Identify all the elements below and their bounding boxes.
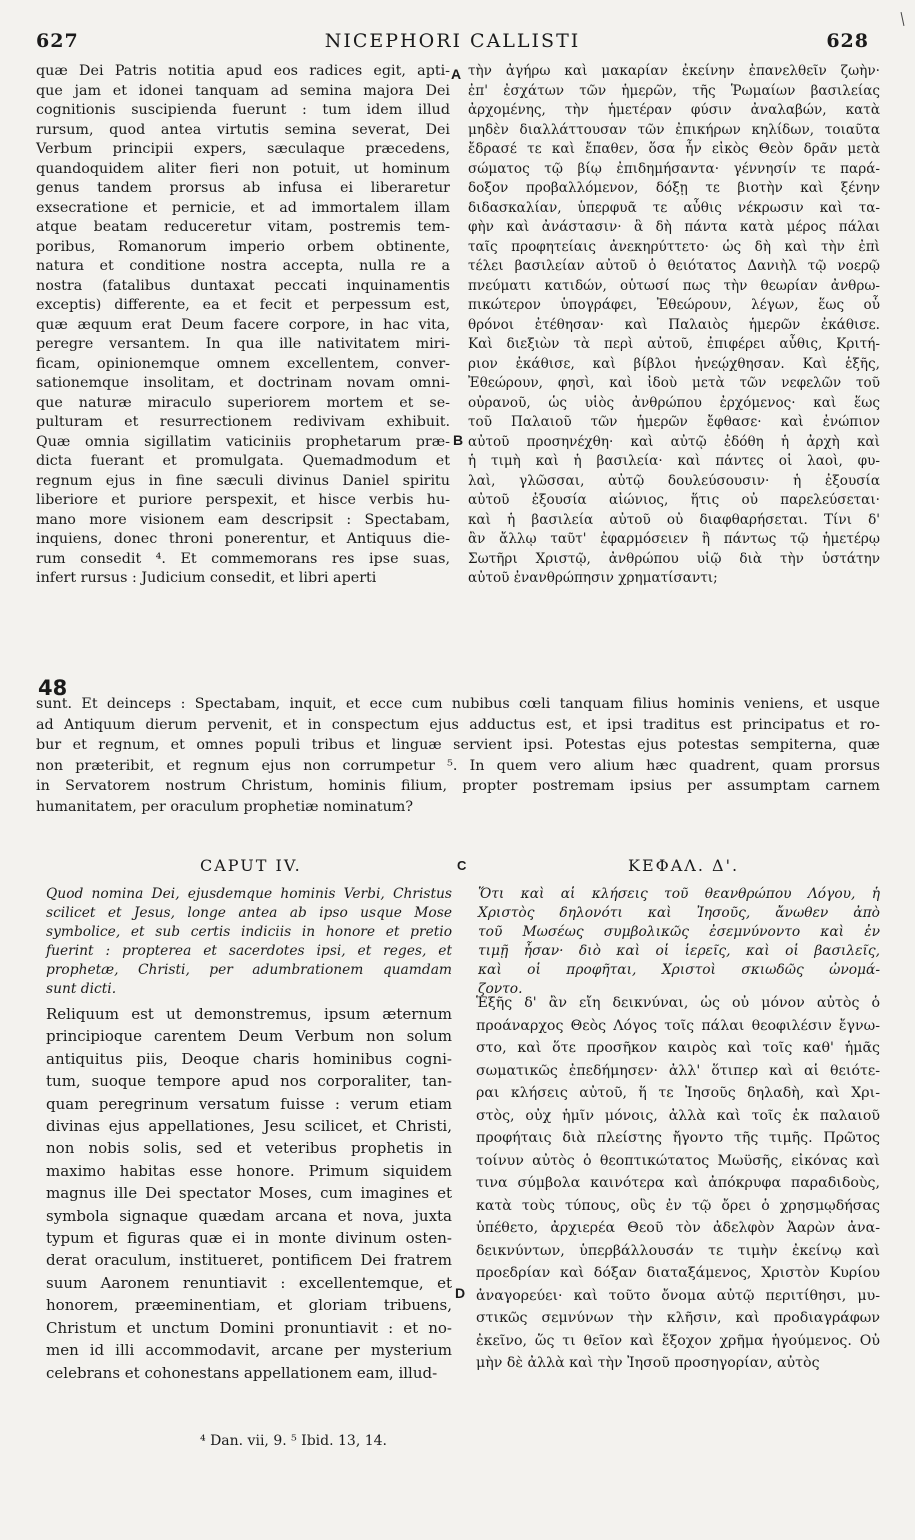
text-line: sationemque insolitam, et doctrinam novam omni-: [36, 375, 450, 391]
text-line: principioque carentem Deum Verbum non solum: [46, 1027, 452, 1046]
text-line: symbolice, et sub certis indiciis in honore et pretio: [46, 924, 452, 940]
margin-letter-b: B: [453, 432, 464, 448]
text-line: infert rursus : Judicium consedit, et libri aperti: [36, 570, 377, 586]
text-line: λαὶ, γλῶσσαι, αὐτῷ δουλεύσουσιν· ἡ ἐξουσία: [468, 472, 880, 489]
text-line: fuerint : propterea et sacerdotes ipsi, et reges, et: [46, 943, 452, 959]
text-line: cognitionis suscipienda fuerunt : tum idem illud: [36, 102, 450, 118]
running-header: [36, 30, 869, 54]
text-line: sunt dicti.: [46, 981, 117, 997]
caput-heading: CAPUT IV.: [200, 856, 302, 875]
text-line: nostra (fatalibus duntaxat peccati inquinamentis: [36, 277, 450, 294]
text-line: men id illi accommodavit, arcane per mysterium: [46, 1341, 452, 1360]
text-line: στο, καὶ ὅτε προσῆκον καιρὸς καὶ τοῖς καθ' ἡμᾶς: [476, 1040, 880, 1056]
column-number-48: 48: [38, 676, 68, 700]
latin-chapter-summary: [46, 885, 452, 997]
text-line: quandoquidem aliter fieri non potuit, ut hominum: [36, 160, 450, 177]
text-line: πνεύματι κατιδών, οὑτωσί πως τὴν θεωρίαν ἀνθρω-: [468, 277, 880, 294]
text-line: ὑπέθετο, ἀρχιερέα Θεοῦ τὸν ἀδελφὸν Ἀαρὼν ἀνα-: [476, 1220, 880, 1236]
margin-letter-a: A: [451, 66, 462, 82]
running-title: NICEPHORI CALLISTI: [324, 30, 581, 52]
text-line: ἐπ' ἐσχάτων τῶν ἡμερῶν, τῆς Ῥωμαίων βασιλείας: [468, 82, 880, 99]
text-line: que naturæ miraculo superiorem mortem et se-: [36, 394, 450, 411]
text-line: honorem, præeminentiam, et gloriam tribuens,: [46, 1296, 452, 1315]
text-line: τοῦ Παλαιοῦ τῶν ἡμερῶν ἔφθασε· καὶ ἐνώπιον: [468, 414, 880, 430]
text-line: prophetæ, Christi, per adumbrationem quamdam: [46, 962, 452, 978]
text-line: σώματος τῷ βίῳ ἐπιδημήσαντα· γέννησίν τε παρά-: [468, 160, 880, 177]
text-line: ἀναγορεύει· καὶ τοῦτο ὄνομα αὐτῷ περιτίθησι, μυ-: [476, 1287, 880, 1304]
text-line: καὶ οἱ προφῆται, Χριστοὶ σκιωδῶς ὠνομά-: [478, 962, 880, 978]
text-line: ficam, opinionemque omnem excellentem, conver-: [36, 355, 450, 372]
text-line: maximo habitas esse honore. Primum siquidem: [46, 1161, 452, 1180]
text-line: κατὰ τοὺς τύπους, οὓς ἐν τῷ ὄρει ὁ χρησμῳδήσας: [476, 1197, 880, 1214]
text-line: δοξον προβαλλόμενον, δόξῃ τε βιοτὴν καὶ ξένην: [468, 180, 880, 196]
text-line: τοῦ Μωσέως συμβολικῶς ἐσεμνύνοντο καὶ ἐν: [478, 924, 880, 940]
text-line: φὴν καὶ ἀνάστασιν· ἃ δὴ πάντα κατὰ μέρος πάλαι: [468, 219, 880, 235]
margin-letter-d: D: [455, 1285, 466, 1301]
text-line: προάναρχος Θεὸς Λόγος τοῖς πάλαι θεοφιλέσιν ἔγνω-: [476, 1017, 880, 1034]
text-line: natura et conditione nostra accepta, nulla re a: [36, 258, 450, 274]
text-line: humanitatem, per oraculum prophetiæ nominatum?: [36, 798, 414, 815]
text-line: ριον ἐκάθισε, καὶ βίβλοι ἠνεῴχθησαν. Καὶ ἑξῆς,: [468, 355, 880, 372]
text-line: symbola signaque quædam arcana et nova, juxta: [46, 1206, 452, 1225]
text-line: Ὅτι καὶ αἱ κλήσεις τοῦ θεανθρώπου Λόγου, ἡ: [478, 886, 880, 902]
text-line: tum, suoque tempore apud nos corporaliter, tan-: [46, 1072, 452, 1091]
margin-letter-c: C: [457, 858, 467, 873]
greek-column-upper: [468, 62, 880, 700]
text-line: ἂν ἄλλῳ ταῦτ' ἐφαρμόσειεν ἢ πάντως τῷ ἡμετέρῳ: [468, 531, 880, 547]
text-line: que jam et idonei tanquam ad semina majora Dei: [36, 82, 450, 99]
text-line: atque beatam reduceretur vitam, postremis tem-: [36, 219, 450, 235]
left-page-number: 627: [36, 30, 79, 52]
text-line: non præteribit, et regnum ejus non corrumpetur ⁵. In quem vero alium hæc quadrent, quam prorsus: [36, 757, 880, 774]
latin-column-upper: [36, 62, 450, 690]
text-line: αὐτοῦ ἐξουσία αἰώνιος, ἥτις οὐ παρελεύσεται·: [468, 492, 880, 508]
text-line: derat oraculum, institueret, pontificem Dei fratrem: [46, 1251, 452, 1270]
text-line: τοίνυν αὐτὸς ὁ θεοπτικώτατος Μωϋσῆς, εἰκόνας καὶ: [476, 1152, 880, 1169]
right-page-number: 628: [826, 30, 869, 52]
text-line: celebrans et cohonestans appellationem eam, illud-: [46, 1363, 438, 1382]
text-line: Σωτῆρι Χριστῷ, ἀνθρώπου υἱῷ διὰ τὴν ὑστάτην: [468, 550, 880, 567]
text-line: καὶ ἡ βασιλεία αὐτοῦ οὐ διαφθαρήσεται. Τίνι δ': [468, 511, 880, 528]
text-line: divinas ejus appellationes, Jesu scilicet, et Christi,: [46, 1117, 452, 1136]
latin-fullwidth-paragraph: [36, 694, 880, 844]
text-line: δεικνύντων, ὑπερβάλλουσάν τε τιμὴν ἐκείνῳ καὶ: [476, 1242, 880, 1259]
text-line: poribus, Romanorum imperio orbem obtinente,: [36, 238, 450, 255]
kefalaion-heading: ΚΕΦΑΛ. Δ'.: [628, 856, 740, 875]
text-line: ἐκεῖνο, ὥς τι θεῖον καὶ ἔξοχον χρῆμα ἡγούμενος. Οὐ: [476, 1332, 880, 1349]
text-line: antiquitus piis, Deoque charis hominibus cogni-: [46, 1049, 452, 1068]
text-line: in Servatorem nostrum Christum, hominis filium, propter postremam ipsius per assumptam carnem: [36, 778, 880, 794]
text-line: Ἐθεώρουν, φησὶ, καὶ ἰδοὺ μετὰ τῶν νεφελῶν τοῦ: [468, 375, 880, 391]
text-line: μηδὲν διαλλάττουσαν τῶν ἐπικήρων κηλίδων, τοιαῦτα: [468, 121, 880, 138]
text-line: exsecratione et pernicie, et ad immortalem illam: [36, 199, 450, 216]
text-line: ραι κλήσεις αὐτοῦ, ἥ τε Ἰησοῦς δηλαδὴ, καὶ Χρι-: [476, 1085, 880, 1101]
text-line: bur et regnum, et omnes populi tribus et linguæ servient ipsi. Potestas ejus potestas sempiterna, quæ: [36, 737, 880, 753]
text-line: liberiore et puriore perspexit, et hisce verbis hu-: [36, 492, 450, 508]
text-line: quæ Dei Patris notitia apud eos radices egit, apti-: [36, 63, 450, 79]
text-line: regnum ejus in fine sæculi divinus Daniel spiritu: [36, 472, 450, 489]
text-line: mano more visionem eam descripsit : Spectabam,: [36, 511, 450, 528]
text-line: προφήταις διὰ πλείστης ἤγοντο τῆς τιμῆς. Πρῶτος: [476, 1130, 880, 1146]
text-line: inquiens, donec throni ponerentur, et Antiquus die-: [36, 531, 450, 547]
text-line: ἔδρασέ τε καὶ ἔπαθεν, ὅσα ἦν εἰκὸς Θεὸν δρᾶν μετὰ: [468, 141, 880, 157]
text-line: ἡ τιμὴ καὶ ἡ βασιλεία· καὶ πάντες οἱ λαοὶ, φυ-: [468, 453, 880, 469]
text-line: rum consedit ⁴. Et commemorans res ipse suas,: [36, 550, 450, 567]
greek-chapter-summary: [478, 885, 880, 997]
text-line: τιμῇ ἦσαν· διὸ καὶ οἱ ἱερεῖς, καὶ οἱ βασιλεῖς,: [478, 943, 880, 959]
text-line: αὐτοῦ προσηνέχθη· καὶ αὐτῷ ἐδόθη ἡ ἀρχὴ καὶ: [468, 433, 880, 450]
text-line: quam peregrinum versatum fuisse : verum etiam: [46, 1094, 452, 1113]
text-line: Verbum principii expers, sæculaque præcedens,: [36, 141, 450, 157]
text-line: Χριστὸς δηλονότι καὶ Ἰησοῦς, ἄνωθεν ἀπὸ: [478, 905, 880, 921]
text-line: θρόνοι ἐτέθησαν· καὶ Παλαιὸς ἡμερῶν ἐκάθισε.: [468, 316, 880, 333]
text-line: exceptis) differente, ea et fecit et perpessum est,: [36, 297, 450, 313]
text-line: μὴν δὲ ἀλλὰ καὶ τὴν Ἰησοῦ προσηγορίαν, αὐτὸς: [476, 1355, 820, 1371]
text-line: προεδρίαν καὶ δόξαν διαταξάμενος, Χριστὸν Κυρίου: [476, 1265, 880, 1281]
text-line: τὴν ἀγήρω καὶ μακαρίαν ἐκείνην ἐπανελθεῖν ζωὴν·: [468, 63, 880, 79]
text-line: ἀρχομένης, τὴν ἡμετέραν φύσιν ἀναλαβών, κατὰ: [468, 102, 880, 118]
text-line: typum et figuras quæ ei in monte divinum osten-: [46, 1229, 452, 1248]
text-line: Ἑξῆς δ' ἂν εἴη δεικνύναι, ὡς οὐ μόνον αὐτὸς ὁ: [476, 995, 880, 1011]
text-line: διδασκαλίαν, ὑπερφυᾶ τε αὖθις νέκρωσιν καὶ τα-: [468, 199, 880, 216]
greek-column-lower: [476, 992, 880, 1442]
latin-column-lower: [46, 1003, 452, 1443]
footnotes: ⁴ Dan. vii, 9. ⁵ Ibid. 13, 14.: [200, 1433, 387, 1449]
text-line: quæ æquum erat Deum facere corpore, in hac vita,: [36, 316, 450, 333]
text-line: Christum et unctum Domini pronuntiavit : et no-: [46, 1318, 452, 1337]
text-line: Quæ omnia sigillatim vaticiniis prophetarum præ-: [36, 433, 450, 450]
text-line: σωματικῶς ἐπεδήμησεν· ἀλλ' ὅτιπερ καὶ αἱ θειότε-: [476, 1062, 880, 1079]
text-line: rursum, quod antea virtutis semina severat, Dei: [36, 121, 450, 138]
text-line: Quod nomina Dei, ejusdemque hominis Verbi, Christus: [46, 886, 452, 902]
text-line: στὸς, οὐχ ἡμῖν μόνοις, ἀλλὰ καὶ τοῖς ἐκ παλαιοῦ: [476, 1107, 880, 1124]
text-line: genus tandem prorsus ab infusa ei liberaretur: [36, 180, 450, 196]
text-line: peregre versantem. In qua ille nativitatem miri-: [36, 336, 450, 352]
text-line: non nobis solis, sed et veteribus prophetis in: [46, 1139, 452, 1158]
text-line: scilicet et Jesus, longe antea ab ipso usque Mose: [46, 905, 452, 921]
text-line: Reliquum est ut demonstremus, ipsum æternum: [46, 1005, 452, 1023]
text-line: ζοντο.: [478, 981, 523, 997]
text-line: magnus ille Dei spectator Moses, cum imagines et: [46, 1184, 452, 1203]
text-line: Καὶ διεξιὼν τὰ περὶ αὐτοῦ, ἐπιφέρει αὖθις, Κριτή-: [468, 336, 880, 352]
text-line: τινα σύμβολα καινότερα καὶ ἀπόκρυφα παραδιδοὺς,: [476, 1175, 880, 1191]
text-line: αὐτοῦ ἐνανθρώπησιν χρηματίσαντι;: [468, 570, 718, 586]
text-line: οὐρανοῦ, ὡς υἱὸς ἀνθρώπου ἐρχόμενος· καὶ ἕως: [468, 394, 880, 411]
text-line: ad Antiquum dierum pervenit, et in conspectum ejus adductus est, et ipsi traditus est principatus et ro-: [36, 716, 880, 733]
text-line: suum Aaronem renuntiavit : excellentemque, et: [46, 1273, 452, 1292]
text-line: ταῖς προφητείαις ἀνεκηρύττετο· ὡς δὴ καὶ τὴν ἐπὶ: [468, 238, 880, 255]
text-line: pulturam et resurrectionem redivivam exhibuit.: [36, 414, 450, 430]
text-line: dicta fuerant et promulgata. Quemadmodum et: [36, 453, 450, 469]
corner-mark: [901, 12, 905, 26]
text-line: πικώτερον ὑπογράφει, Ἐθεώρουν, λέγων, ἕως οὗ: [468, 297, 880, 313]
text-line: sunt. Et deinceps : Spectabam, inquit, et ecce cum nubibus cœli tanquam filius hominis veniens, et usque: [36, 696, 880, 712]
text-line: στικῶς σεμνύνων τὴν κλῆσιν, καὶ προδιαγράφων: [476, 1310, 880, 1326]
text-line: τέλει βασιλείαν αὐτοῦ ὁ θειότατος Δανιὴλ τῷ νοερῷ: [468, 258, 880, 274]
